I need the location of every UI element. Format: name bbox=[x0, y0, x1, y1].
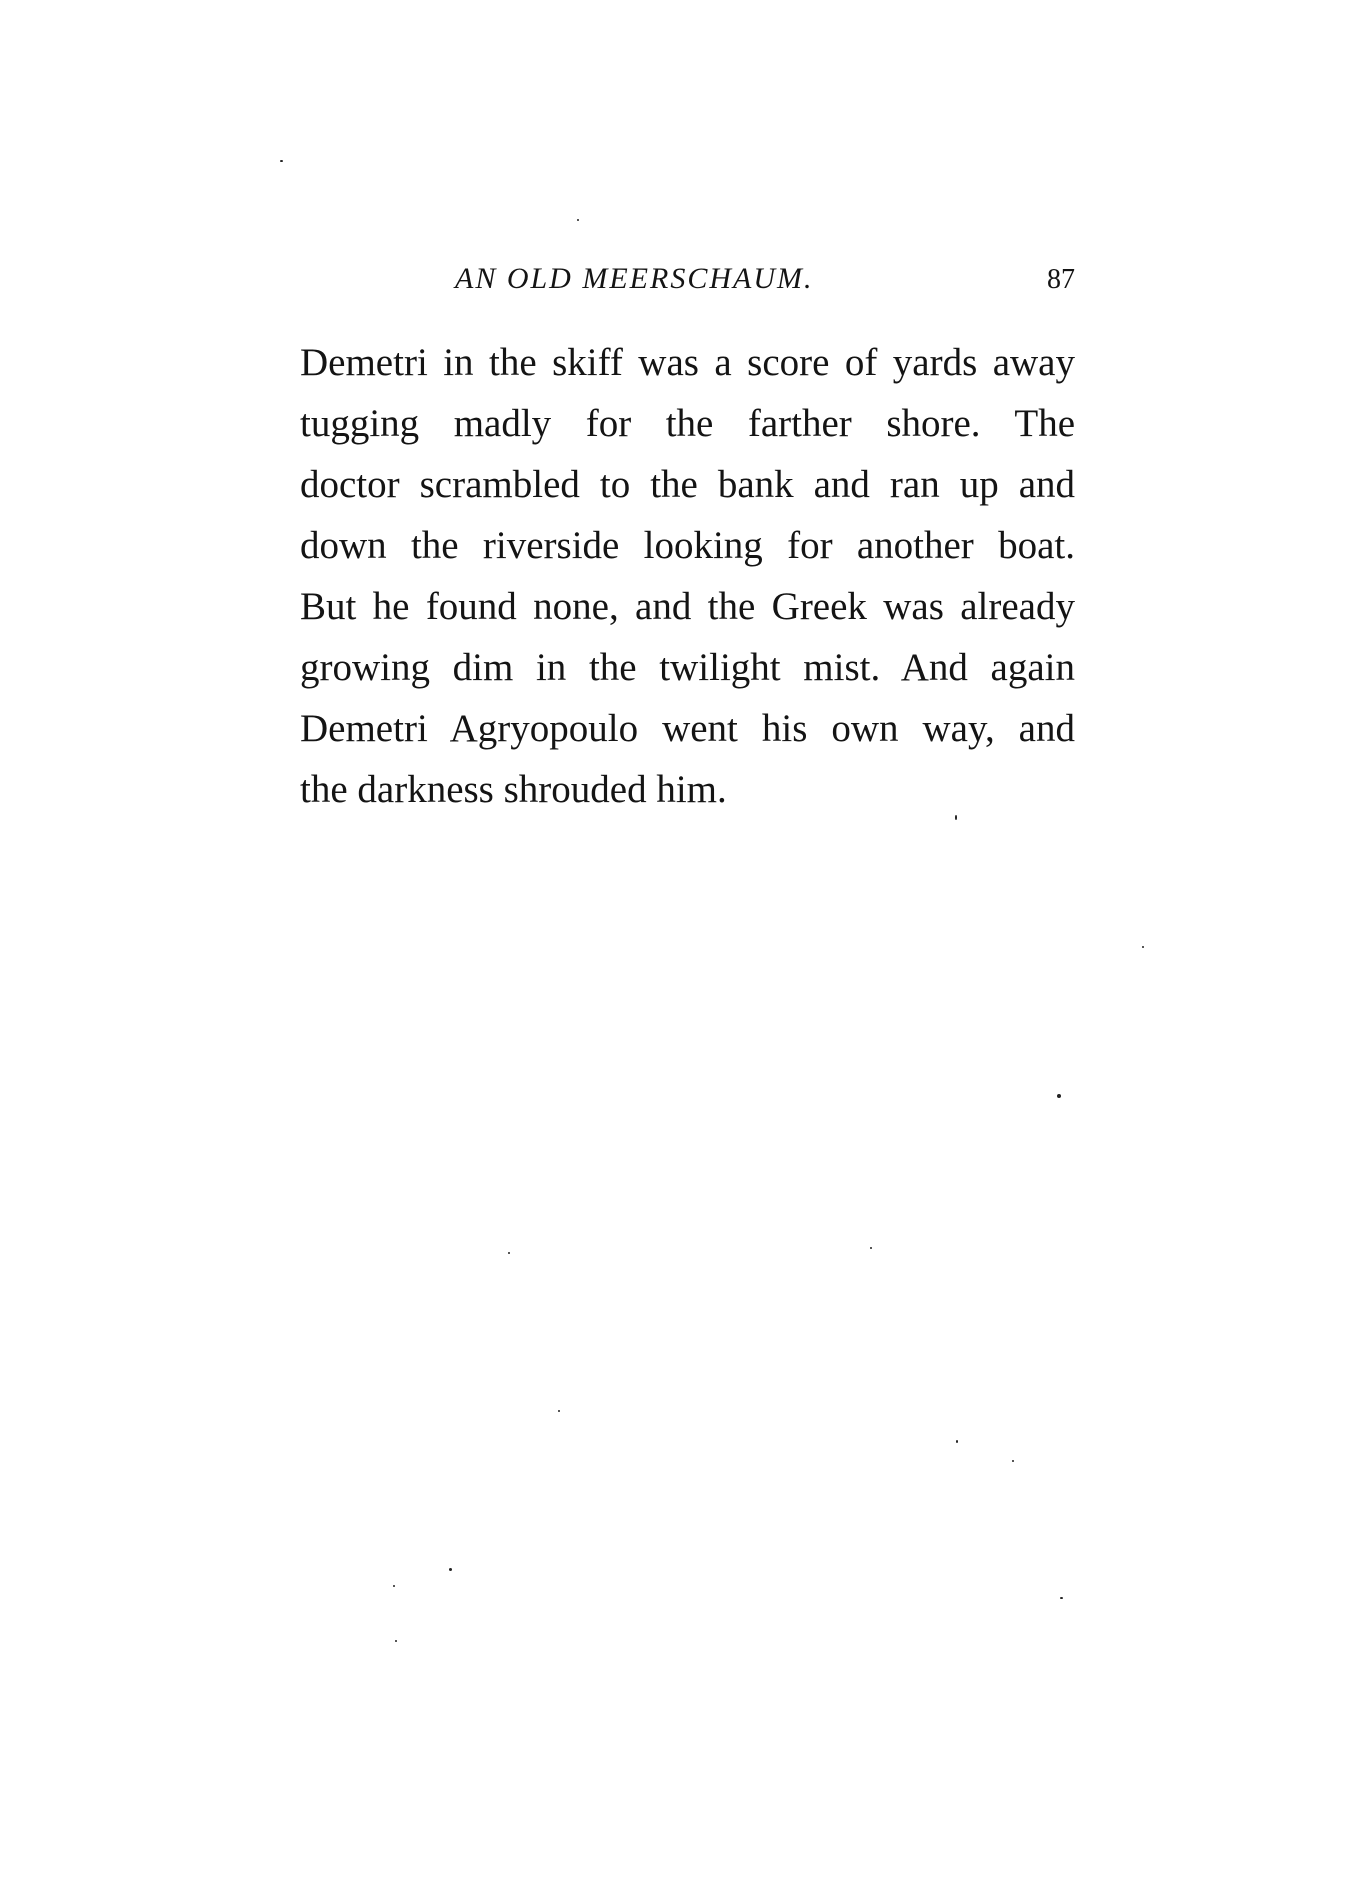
text-line: the darkness shrouded him. bbox=[300, 768, 727, 811]
text-line: But he found none, and the Greek was already bbox=[300, 585, 1075, 628]
scan-speck bbox=[393, 1585, 395, 1587]
page-number: 87 bbox=[1047, 264, 1075, 295]
scan-speck bbox=[280, 160, 283, 162]
scan-speck bbox=[956, 1440, 958, 1443]
text-line: Demetri Agryopoulo went his own way, and bbox=[300, 707, 1075, 750]
running-title: AN OLD MEERSCHAUM. bbox=[455, 262, 814, 295]
scan-speck bbox=[1060, 1597, 1063, 1599]
scan-speck bbox=[1057, 1094, 1061, 1098]
scan-speck bbox=[577, 219, 579, 221]
scan-speck bbox=[449, 1568, 452, 1571]
text-line: growing dim in the twilight mist. And again bbox=[300, 646, 1075, 689]
running-head bbox=[300, 262, 1075, 302]
scan-speck bbox=[955, 815, 957, 820]
scan-speck bbox=[1012, 1460, 1014, 1462]
scan-speck bbox=[508, 1252, 510, 1254]
scan-speck bbox=[395, 1640, 397, 1642]
text-line: down the riverside looking for another boat. bbox=[300, 524, 1075, 567]
text-line: tugging madly for the farther shore. The bbox=[300, 402, 1075, 445]
body-paragraph bbox=[300, 332, 1075, 820]
text-line: Demetri in the skiff was a score of yards away bbox=[300, 341, 1075, 384]
scan-speck bbox=[1142, 946, 1144, 948]
text-line: doctor scrambled to the bank and ran up and bbox=[300, 463, 1075, 506]
scan-speck bbox=[870, 1247, 872, 1249]
scan-speck bbox=[558, 1410, 560, 1412]
